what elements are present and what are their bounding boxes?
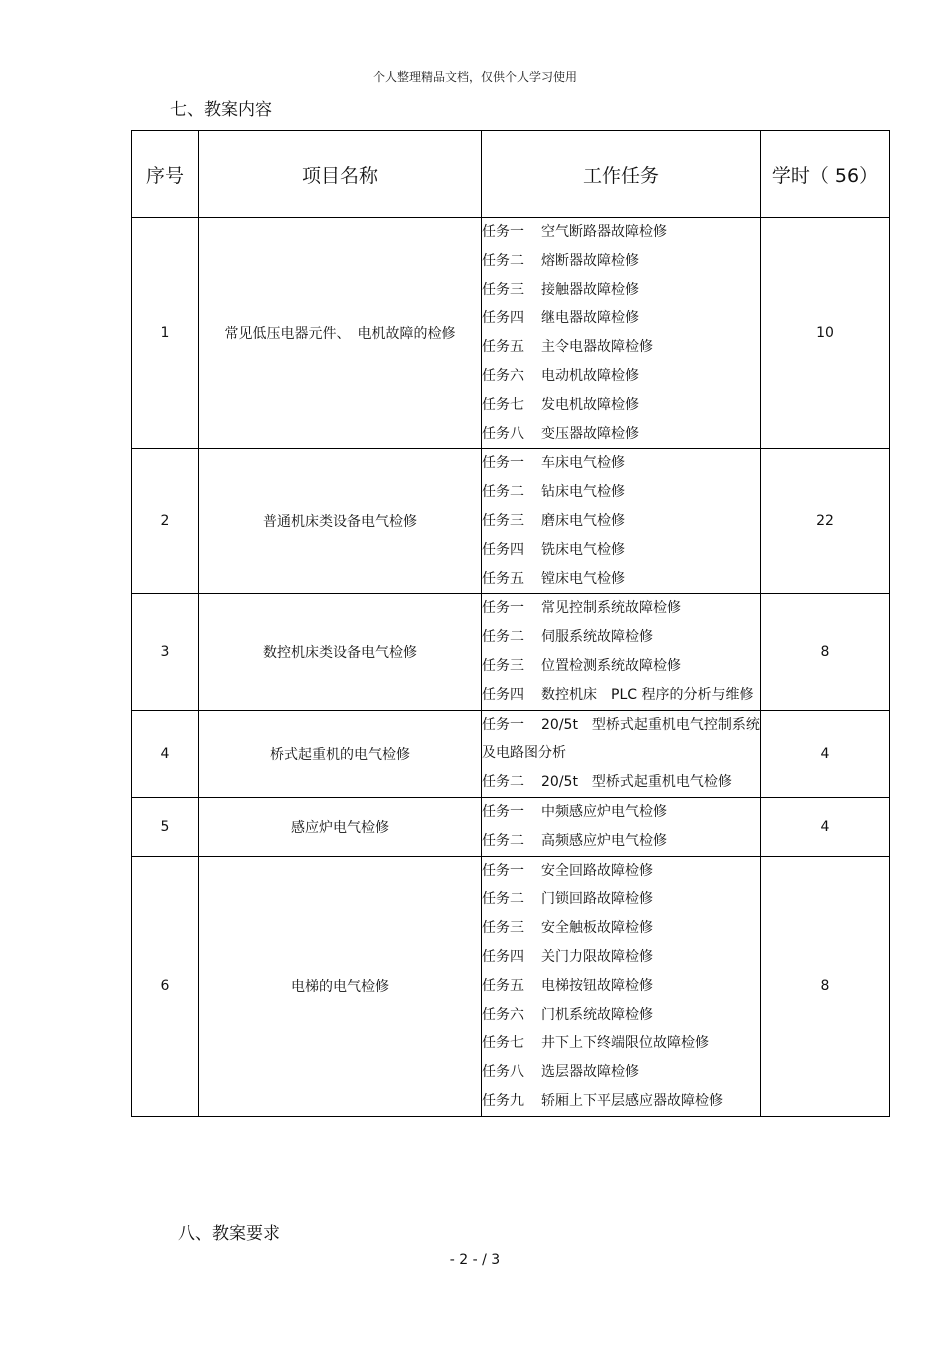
- row-tasks: [482, 797, 761, 856]
- task-item: [482, 1029, 760, 1058]
- task-item: [482, 943, 760, 972]
- task-label: 任务二: [482, 252, 524, 269]
- task-text: 门锁回路故障检修: [541, 891, 653, 908]
- task-item: [482, 565, 760, 594]
- row-project-name: 数控机床类设备电气检修: [199, 594, 482, 710]
- task-item: [482, 333, 760, 362]
- table-row: [132, 218, 890, 449]
- task-text: 伺服系统故障检修: [541, 629, 653, 646]
- task-item: [482, 594, 760, 623]
- task-label: 任务四: [482, 686, 524, 703]
- row-hours: 10: [761, 218, 890, 449]
- task-text: 位置检测系统故障检修: [541, 657, 681, 674]
- table-header-row: [132, 131, 890, 218]
- task-label: 任务九: [482, 1092, 524, 1109]
- task-item: [482, 247, 760, 276]
- task-item: [482, 304, 760, 333]
- task-label: 任务二: [482, 891, 524, 908]
- task-item: [482, 681, 760, 710]
- task-label: 任务二: [482, 832, 524, 849]
- task-item: [482, 276, 760, 305]
- task-item: [482, 420, 760, 449]
- row-hours: 8: [761, 856, 890, 1116]
- task-text: 安全回路故障检修: [541, 862, 653, 879]
- task-item: [482, 1058, 760, 1087]
- row-hours: 4: [761, 710, 890, 797]
- task-text: 电梯按钮故障检修: [541, 977, 653, 994]
- section-7-title: 七、教案内容: [170, 100, 272, 120]
- task-text: 安全触板故障检修: [541, 920, 653, 937]
- task-item: [482, 218, 760, 247]
- task-label: 任务五: [482, 339, 524, 356]
- task-text: 继电器故障检修: [541, 310, 639, 327]
- task-item: [482, 478, 760, 507]
- task-item: [482, 885, 760, 914]
- task-label: 任务一: [482, 716, 524, 733]
- task-item: [482, 972, 760, 1001]
- task-text: 镗床电气检修: [541, 570, 625, 587]
- row-hours: 4: [761, 797, 890, 856]
- header-num: 序号: [132, 131, 199, 218]
- task-label: 任务八: [482, 425, 524, 442]
- header-hours: 学时（ 56）: [761, 131, 890, 218]
- task-text: 电动机故障检修: [541, 367, 639, 384]
- task-text: 中频感应炉电气检修: [541, 803, 667, 820]
- task-text: 高频感应炉电气检修: [541, 832, 667, 849]
- row-tasks: [482, 710, 761, 797]
- task-item: [482, 1087, 760, 1116]
- task-text: 空气断路器故障检修: [541, 224, 667, 240]
- task-item: [482, 914, 760, 943]
- task-item: [482, 1001, 760, 1030]
- task-text: 常见控制系统故障检修: [541, 600, 681, 617]
- header-note: 个人整理精品文档，仅供个人学习使用: [372, 70, 577, 84]
- task-item: [482, 362, 760, 391]
- row-tasks: [482, 218, 761, 449]
- row-project-name: 感应炉电气检修: [199, 797, 482, 856]
- task-label: 任务六: [482, 1006, 524, 1023]
- task-text: 门机系统故障检修: [541, 1006, 653, 1023]
- row-project-name: 电梯的电气检修: [199, 856, 482, 1116]
- task-text: 钻床电气检修: [541, 484, 625, 501]
- row-tasks: [482, 449, 761, 594]
- task-label: 任务三: [482, 657, 524, 674]
- row-project-name: 桥式起重机的电气检修: [199, 710, 482, 797]
- page-number: - 2 - / 3: [449, 1252, 501, 1268]
- task-text: 关门力限故障检修: [541, 948, 653, 965]
- task-label: 任务三: [482, 281, 524, 298]
- row-hours: 8: [761, 594, 890, 710]
- task-label: 任务五: [482, 570, 524, 587]
- task-label: 任务五: [482, 977, 524, 994]
- table-row: [132, 449, 890, 594]
- row-tasks: [482, 594, 761, 710]
- task-item: [482, 391, 760, 420]
- table-row: [132, 856, 890, 1116]
- task-item: [482, 652, 760, 681]
- task-text: 车床电气检修: [541, 455, 625, 472]
- row-num: 6: [132, 856, 199, 1116]
- task-text: 选层器故障检修: [541, 1064, 639, 1081]
- row-project-name: 普通机床类设备电气检修: [199, 449, 482, 594]
- task-label: 任务二: [482, 629, 524, 646]
- task-text: 数控机床 PLC 程序的分析与维修: [541, 686, 754, 703]
- task-label: 任务四: [482, 310, 524, 327]
- task-item: [482, 449, 760, 478]
- row-project-name: 常见低压电器元件、 电机故障的检修: [199, 218, 482, 449]
- row-num: 1: [132, 218, 199, 449]
- task-text: 井下上下终端限位故障检修: [541, 1035, 709, 1052]
- row-num: 2: [132, 449, 199, 594]
- header-project-name: 项目名称: [199, 131, 482, 218]
- task-item: [482, 768, 760, 797]
- task-label: 任务四: [482, 541, 524, 558]
- task-label: 任务三: [482, 920, 524, 937]
- task-label: 任务三: [482, 512, 524, 529]
- task-label: 任务一: [482, 862, 524, 879]
- task-label: 任务一: [482, 803, 524, 820]
- task-item: [482, 711, 760, 769]
- row-tasks: [482, 856, 761, 1116]
- task-text: 熔断器故障检修: [541, 252, 639, 269]
- task-text: 20/5t 型桥式起重机电气检修: [541, 774, 732, 791]
- task-item: [482, 536, 760, 565]
- task-text: 主令电器故障检修: [541, 339, 653, 356]
- row-num: 5: [132, 797, 199, 856]
- lesson-plan-table: [131, 130, 890, 1117]
- task-label: 任务一: [482, 455, 524, 472]
- row-num: 4: [132, 710, 199, 797]
- task-item: [482, 827, 760, 856]
- section-8-title: 八、教案要求: [178, 1224, 280, 1244]
- task-label: 任务七: [482, 1035, 524, 1052]
- table-row: [132, 797, 890, 856]
- task-item: [482, 857, 760, 886]
- task-text: 发电机故障检修: [541, 396, 639, 413]
- task-item: [482, 798, 760, 827]
- task-label: 任务四: [482, 948, 524, 965]
- task-label: 任务一: [482, 600, 524, 617]
- task-label: 任务八: [482, 1064, 524, 1081]
- task-text: 轿厢上下平层感应器故障检修: [541, 1092, 723, 1109]
- task-text: 磨床电气检修: [541, 512, 625, 529]
- task-label: 任务一: [482, 224, 524, 240]
- row-hours: 22: [761, 449, 890, 594]
- task-text: 变压器故障检修: [541, 425, 639, 442]
- task-text: 接触器故障检修: [541, 281, 639, 298]
- header-tasks: 工作任务: [482, 131, 761, 218]
- task-label: 任务二: [482, 484, 524, 501]
- task-text: 铣床电气检修: [541, 541, 625, 558]
- table-row: [132, 594, 890, 710]
- task-label: 任务二: [482, 774, 524, 791]
- task-item: [482, 507, 760, 536]
- table-row: [132, 710, 890, 797]
- task-item: [482, 623, 760, 652]
- task-label: 任务六: [482, 367, 524, 384]
- row-num: 3: [132, 594, 199, 710]
- task-text: 20/5t 型桥式起重机电气控制系统及电路图分析: [482, 716, 760, 762]
- task-label: 任务七: [482, 396, 524, 413]
